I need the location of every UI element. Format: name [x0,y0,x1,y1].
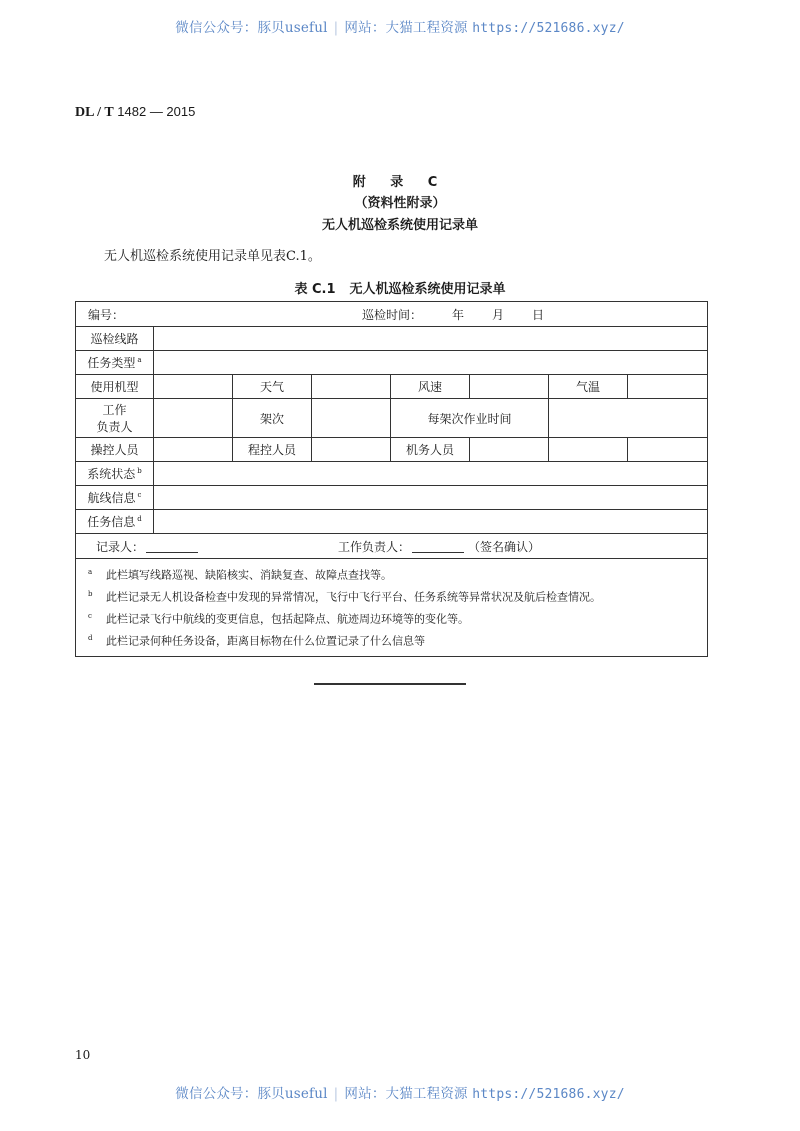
appendix-title: 附 录 C [352,175,448,190]
system-status-row [76,462,708,486]
sorties-label: 架次 [233,399,312,438]
route-row [76,327,708,351]
serial-time-cell[interactable] [76,302,708,327]
watermark-wechat: 微信公众号：豚贝useful [175,20,328,36]
system-status-label: 系统状态 $^b$ [76,462,154,486]
route-info-field[interactable] [154,486,708,510]
watermark-top [0,16,800,36]
watermark-site: 网站：大猫工程资源 [344,20,468,36]
system-status-field[interactable] [154,462,708,486]
leader-label: 工作负责人： [338,539,411,554]
sortie-time-field[interactable] [549,399,708,438]
model-field[interactable] [154,375,233,399]
crew-field-3[interactable] [628,438,708,462]
watermark-url[interactable]: https://521686.xyz/ [472,21,625,36]
route-info-row [76,486,708,510]
end-rule-divider [314,683,466,685]
month-label: 月 [492,307,505,322]
weather-field[interactable] [312,375,391,399]
notes-row [76,559,708,657]
temperature-field[interactable] [628,375,708,399]
task-type-field[interactable] [154,351,708,375]
task-info-row [76,510,708,534]
model-row [76,375,708,399]
watermark-bottom [0,1082,800,1102]
recorder-label: 记录人： [96,539,145,554]
day-label: 日 [532,307,545,322]
inspection-time-label: 巡检时间： [362,307,423,322]
sorties-field[interactable] [312,399,391,438]
work-leader-label: 工作 负责人 [76,399,154,438]
program-controller-field[interactable] [312,438,391,462]
serial-label: 编号： [88,307,125,322]
model-label: 使用机型 [76,375,154,399]
crew-field[interactable] [470,438,549,462]
table-caption [0,278,800,297]
watermark-url[interactable]: https://521686.xyz/ [472,1087,625,1102]
work-leader-field[interactable] [154,399,233,438]
table-title: 无人机巡检系统使用记录单 [349,282,506,297]
signature-row [76,534,708,559]
intro-text: 无人机巡检系统使用记录单见表C.1。 [104,249,321,264]
standard-code [75,104,195,121]
watermark-wechat: 微信公众号：豚贝useful [175,1086,328,1102]
page-number: 10 [75,1048,91,1062]
notes-cell [76,559,708,657]
note-b: b 此栏记录无人机设备检查中发现的异常情况，飞行中飞行平台、任务系统等异常状况及航后检查情况。 [88,590,601,604]
wind-speed-field[interactable] [470,375,549,399]
task-info-label: 任务信息 $^d$ [76,510,154,534]
task-type-row [76,351,708,375]
route-info-label: 航线信息 $^c$ [76,486,154,510]
appendix-subtitle: （资料性附录） [354,196,446,211]
operator-label: 操控人员 [76,438,154,462]
standard-number: 1482 — 2015 [117,104,196,119]
crew-label: 机务人员 [391,438,470,462]
watermark-site: 网站：大猫工程资源 [344,1086,468,1102]
leader-signature-field[interactable] [412,540,464,553]
program-controller-label: 程控人员 [233,438,312,462]
standard-prefix: DL / T [75,105,114,120]
task-type-label: 任务类型 $^a$ [76,351,154,375]
operator-field[interactable] [154,438,233,462]
appendix-heading: 无人机巡检系统使用记录单 [321,218,478,233]
table-number: 表 C.1 [294,282,336,297]
sortie-time-label: 每架次作业时间 [391,399,549,438]
note-d: d 此栏记录何种任务设备，距离目标物在什么位置记录了什么信息等 [88,634,425,649]
header-row [76,302,708,327]
signature-cell [76,534,708,559]
temperature-label: 气温 [549,375,628,399]
crew-field-2[interactable] [549,438,628,462]
note-a: a 此栏填写线路巡视、缺陷核实、消缺复查、故障点查找等。 [88,568,392,582]
note-c: c 此栏记录飞行中航线的变更信息，包括起降点、航迹周边环境等的变化等。 [88,612,469,626]
personnel-row [76,438,708,462]
weather-label: 天气 [233,375,312,399]
signature-note: （签名确认） [468,539,541,554]
wind-speed-label: 风速 [391,375,470,399]
route-label: 巡检线路 [76,327,154,351]
recorder-signature-field[interactable] [146,540,198,553]
task-info-field[interactable] [154,510,708,534]
record-form-table [75,301,708,657]
route-field[interactable] [154,327,708,351]
watermark-separator: | [333,20,339,36]
watermark-separator: | [333,1086,339,1102]
year-label: 年 [452,307,465,322]
work-leader-row [76,399,708,438]
